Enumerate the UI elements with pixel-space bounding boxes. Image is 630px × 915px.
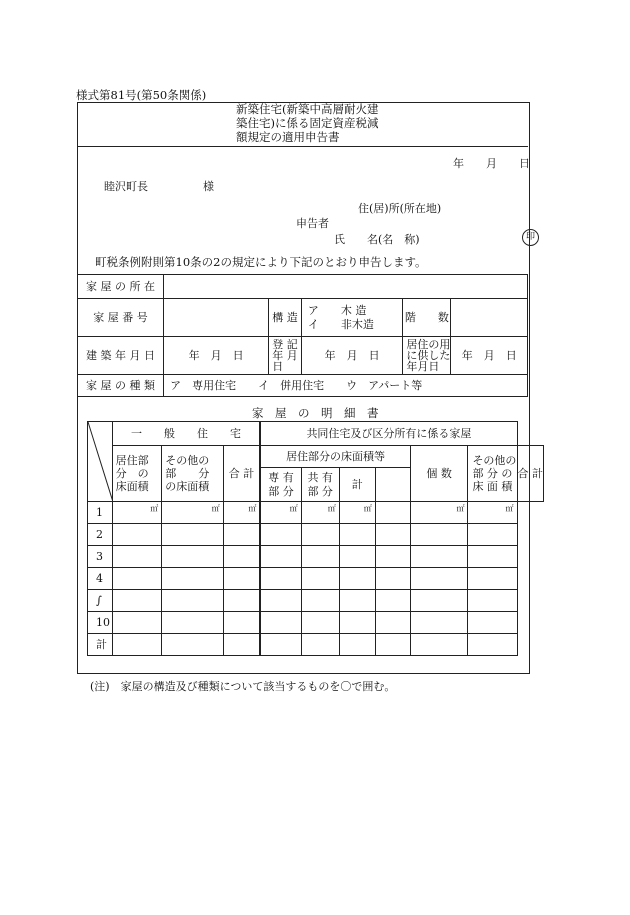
col-other-area bbox=[162, 446, 223, 502]
col-other2-3: 床 面 積 bbox=[472, 480, 513, 493]
area-cell[interactable] bbox=[260, 546, 301, 568]
area-cell[interactable] bbox=[162, 568, 223, 590]
area-cell[interactable] bbox=[162, 546, 223, 568]
row-label: 2 bbox=[88, 524, 113, 546]
structure-nonwood[interactable]: イ 非木造 bbox=[307, 317, 374, 331]
occupied-label-2: に供した bbox=[406, 349, 451, 362]
area-cell[interactable] bbox=[162, 634, 223, 656]
col-private bbox=[260, 468, 301, 502]
area-cell[interactable] bbox=[468, 546, 517, 568]
area-cell[interactable] bbox=[260, 502, 301, 524]
unit-label: ㎡ bbox=[211, 504, 220, 513]
type-row bbox=[78, 375, 528, 397]
area-cell[interactable] bbox=[260, 524, 301, 546]
detail-header-row-1 bbox=[88, 422, 544, 446]
table-row bbox=[88, 502, 544, 524]
area-cell[interactable] bbox=[112, 590, 162, 612]
footnote: (注) 家屋の構造及び種類について該当するものを〇で囲む。 bbox=[90, 680, 396, 693]
detail-body bbox=[88, 502, 544, 656]
area-cell[interactable] bbox=[112, 524, 162, 546]
floors-field[interactable] bbox=[451, 299, 528, 337]
addressee: 睦沢町長 様 bbox=[104, 180, 214, 193]
house-number-field[interactable] bbox=[164, 299, 269, 337]
area-cell[interactable] bbox=[301, 546, 339, 568]
area-cell[interactable] bbox=[223, 502, 260, 524]
table-row bbox=[88, 634, 544, 656]
area-cell[interactable] bbox=[339, 612, 375, 634]
detail-header-row-2 bbox=[88, 446, 544, 468]
col-sum: 計 bbox=[339, 468, 375, 502]
area-cell[interactable] bbox=[375, 502, 410, 524]
area-cell[interactable] bbox=[375, 612, 410, 634]
registered-label-3: 日 bbox=[272, 360, 284, 373]
col-other-2: 部 分 bbox=[165, 467, 210, 480]
area-cell[interactable] bbox=[301, 634, 339, 656]
area-cell[interactable] bbox=[375, 568, 410, 590]
col-other-area-2 bbox=[468, 446, 517, 502]
area-cell[interactable] bbox=[468, 568, 517, 590]
col-other2-2: 部 分 の bbox=[472, 467, 513, 480]
structure-wood[interactable]: ア 木 造 bbox=[307, 303, 367, 317]
built-date-field[interactable]: 年 月 日 bbox=[164, 337, 269, 375]
table-row bbox=[88, 546, 544, 568]
address-label: 住(居)所(所在地) bbox=[358, 202, 442, 215]
unit-label: ㎡ bbox=[363, 504, 372, 513]
structure-label: 構 造 bbox=[269, 299, 302, 337]
area-cell[interactable] bbox=[112, 568, 162, 590]
area-cell[interactable] bbox=[339, 524, 375, 546]
area-cell[interactable] bbox=[468, 612, 517, 634]
area-cell[interactable] bbox=[468, 502, 517, 524]
col-residential-2: 分 の bbox=[115, 467, 149, 480]
form-number: 様式第81号(第50条関係) bbox=[76, 88, 207, 102]
col-total-2: 合 計 bbox=[517, 446, 544, 502]
col-other2-1: その他の bbox=[472, 454, 517, 467]
row-label: 1 bbox=[88, 502, 113, 524]
col-residential-area bbox=[112, 446, 162, 502]
unit-label: ㎡ bbox=[248, 504, 257, 513]
col-common-2: 部 分 bbox=[307, 484, 333, 498]
area-cell[interactable] bbox=[375, 634, 410, 656]
dates-row bbox=[78, 337, 528, 375]
built-date-label: 建 築 年 月 日 bbox=[78, 337, 164, 375]
col-other-3: の床面積 bbox=[165, 480, 210, 493]
title-box bbox=[77, 102, 528, 147]
area-cell[interactable] bbox=[260, 568, 301, 590]
title-line-2: 築住宅)に係る固定資産税減 bbox=[236, 116, 379, 130]
name-label: 氏 名(名 称) bbox=[334, 233, 420, 246]
area-cell[interactable] bbox=[260, 590, 301, 612]
general-housing-header: 一 般 住 宅 bbox=[112, 422, 260, 446]
occupied-label-1: 居住の用 bbox=[406, 338, 451, 351]
detail-table bbox=[87, 421, 544, 656]
title-line-3: 額規定の適用申告書 bbox=[236, 130, 340, 144]
shared-housing-header: 共同住宅及び区分所有に係る家屋 bbox=[260, 422, 517, 446]
row-label: ∫ bbox=[88, 590, 113, 612]
location-label: 家 屋 の 所 在 bbox=[78, 275, 164, 299]
unit-label: ㎡ bbox=[327, 504, 336, 513]
area-cell[interactable] bbox=[112, 546, 162, 568]
registered-date-field[interactable]: 年 月 日 bbox=[301, 337, 403, 375]
area-cell[interactable] bbox=[468, 590, 517, 612]
area-cell[interactable] bbox=[223, 524, 260, 546]
area-cell[interactable] bbox=[301, 590, 339, 612]
area-cell[interactable] bbox=[410, 634, 468, 656]
house-type-label: 家 屋 の 種 類 bbox=[78, 375, 164, 397]
table-row bbox=[88, 612, 544, 634]
col-common bbox=[301, 468, 339, 502]
col-total: 合 計 bbox=[223, 446, 260, 502]
area-cell[interactable] bbox=[339, 546, 375, 568]
area-cell[interactable] bbox=[339, 502, 375, 524]
row-label: 計 bbox=[88, 634, 113, 656]
area-cell[interactable] bbox=[410, 612, 468, 634]
area-cell[interactable] bbox=[162, 524, 223, 546]
house-type-options[interactable]: ア 専用住宅 イ 併用住宅 ウ アパート等 bbox=[164, 375, 528, 397]
area-cell[interactable] bbox=[375, 524, 410, 546]
area-cell[interactable] bbox=[112, 634, 162, 656]
applicant-role: 申告者 bbox=[296, 217, 329, 230]
area-cell[interactable] bbox=[410, 590, 468, 612]
row-label: 4 bbox=[88, 568, 113, 590]
registered-label-1: 登 記 bbox=[272, 338, 298, 351]
area-cell[interactable] bbox=[301, 612, 339, 634]
unit-label: ㎡ bbox=[456, 504, 465, 513]
area-cell[interactable] bbox=[301, 524, 339, 546]
area-cell[interactable] bbox=[223, 546, 260, 568]
location-field[interactable] bbox=[164, 275, 528, 299]
area-cell[interactable] bbox=[301, 568, 339, 590]
detail-title: 家 屋 の 明 細 書 bbox=[252, 406, 379, 420]
table-row bbox=[88, 590, 544, 612]
form-title bbox=[236, 102, 379, 144]
house-number-label: 家 屋 番 号 bbox=[78, 299, 164, 337]
area-cell[interactable] bbox=[223, 590, 260, 612]
row-label: 10 bbox=[88, 612, 113, 634]
area-cell[interactable] bbox=[410, 568, 468, 590]
area-cell[interactable] bbox=[410, 546, 468, 568]
table-row bbox=[88, 524, 544, 546]
area-cell[interactable] bbox=[223, 634, 260, 656]
unit-label: ㎡ bbox=[289, 504, 298, 513]
area-cell[interactable] bbox=[223, 612, 260, 634]
area-cell[interactable] bbox=[112, 612, 162, 634]
area-cell[interactable] bbox=[375, 590, 410, 612]
registered-label-2: 年 月 bbox=[272, 349, 298, 362]
area-cell[interactable] bbox=[468, 524, 517, 546]
area-cell[interactable] bbox=[339, 590, 375, 612]
area-cell[interactable] bbox=[410, 502, 468, 524]
location-row bbox=[78, 275, 528, 299]
structure-options[interactable] bbox=[301, 299, 403, 337]
table-row bbox=[88, 568, 544, 590]
area-cell[interactable] bbox=[112, 502, 162, 524]
area-cell[interactable] bbox=[468, 634, 517, 656]
unit-label: ㎡ bbox=[505, 504, 514, 513]
area-cell[interactable] bbox=[375, 546, 410, 568]
corner-diagonal bbox=[88, 422, 112, 502]
col-private-1: 専 有 bbox=[268, 470, 294, 484]
registered-date-label bbox=[269, 337, 302, 375]
area-cell[interactable] bbox=[223, 568, 260, 590]
unit-label: ㎡ bbox=[150, 504, 159, 513]
area-cell[interactable] bbox=[162, 502, 223, 524]
col-residential-1: 居住部 bbox=[115, 454, 149, 467]
area-cell[interactable] bbox=[260, 634, 301, 656]
area-cell[interactable] bbox=[339, 568, 375, 590]
col-residential-3: 床面積 bbox=[115, 480, 149, 493]
area-cell[interactable] bbox=[339, 634, 375, 656]
col-private-2: 部 分 bbox=[268, 484, 294, 498]
col-common-1: 共 有 bbox=[307, 470, 333, 484]
house-info-table bbox=[77, 274, 528, 397]
col-other-1: その他の bbox=[165, 454, 210, 467]
col-units: 個 数 bbox=[410, 446, 468, 502]
title-line-1: 新築住宅(新築中高層耐火建 bbox=[236, 102, 379, 116]
occupied-date-field[interactable]: 年 月 日 bbox=[451, 337, 528, 375]
floors-label: 階 数 bbox=[403, 299, 451, 337]
area-cell[interactable] bbox=[260, 612, 301, 634]
col-floor-area-group: 居住部分の床面積等 bbox=[260, 446, 410, 468]
occupied-label-3: 年月日 bbox=[406, 360, 440, 373]
date-field[interactable]: 年 月 日 bbox=[453, 157, 530, 170]
area-cell[interactable] bbox=[162, 612, 223, 634]
corner-cell bbox=[88, 422, 113, 502]
area-cell[interactable] bbox=[301, 502, 339, 524]
area-cell[interactable] bbox=[162, 590, 223, 612]
statement: 町税条例附則第10条の2の規定により下記のとおり申告します。 bbox=[95, 255, 427, 269]
seal-mark: 印 bbox=[522, 229, 539, 246]
occupied-date-label bbox=[403, 337, 451, 375]
number-row bbox=[78, 299, 528, 337]
row-label: 3 bbox=[88, 546, 113, 568]
area-cell[interactable] bbox=[410, 524, 468, 546]
